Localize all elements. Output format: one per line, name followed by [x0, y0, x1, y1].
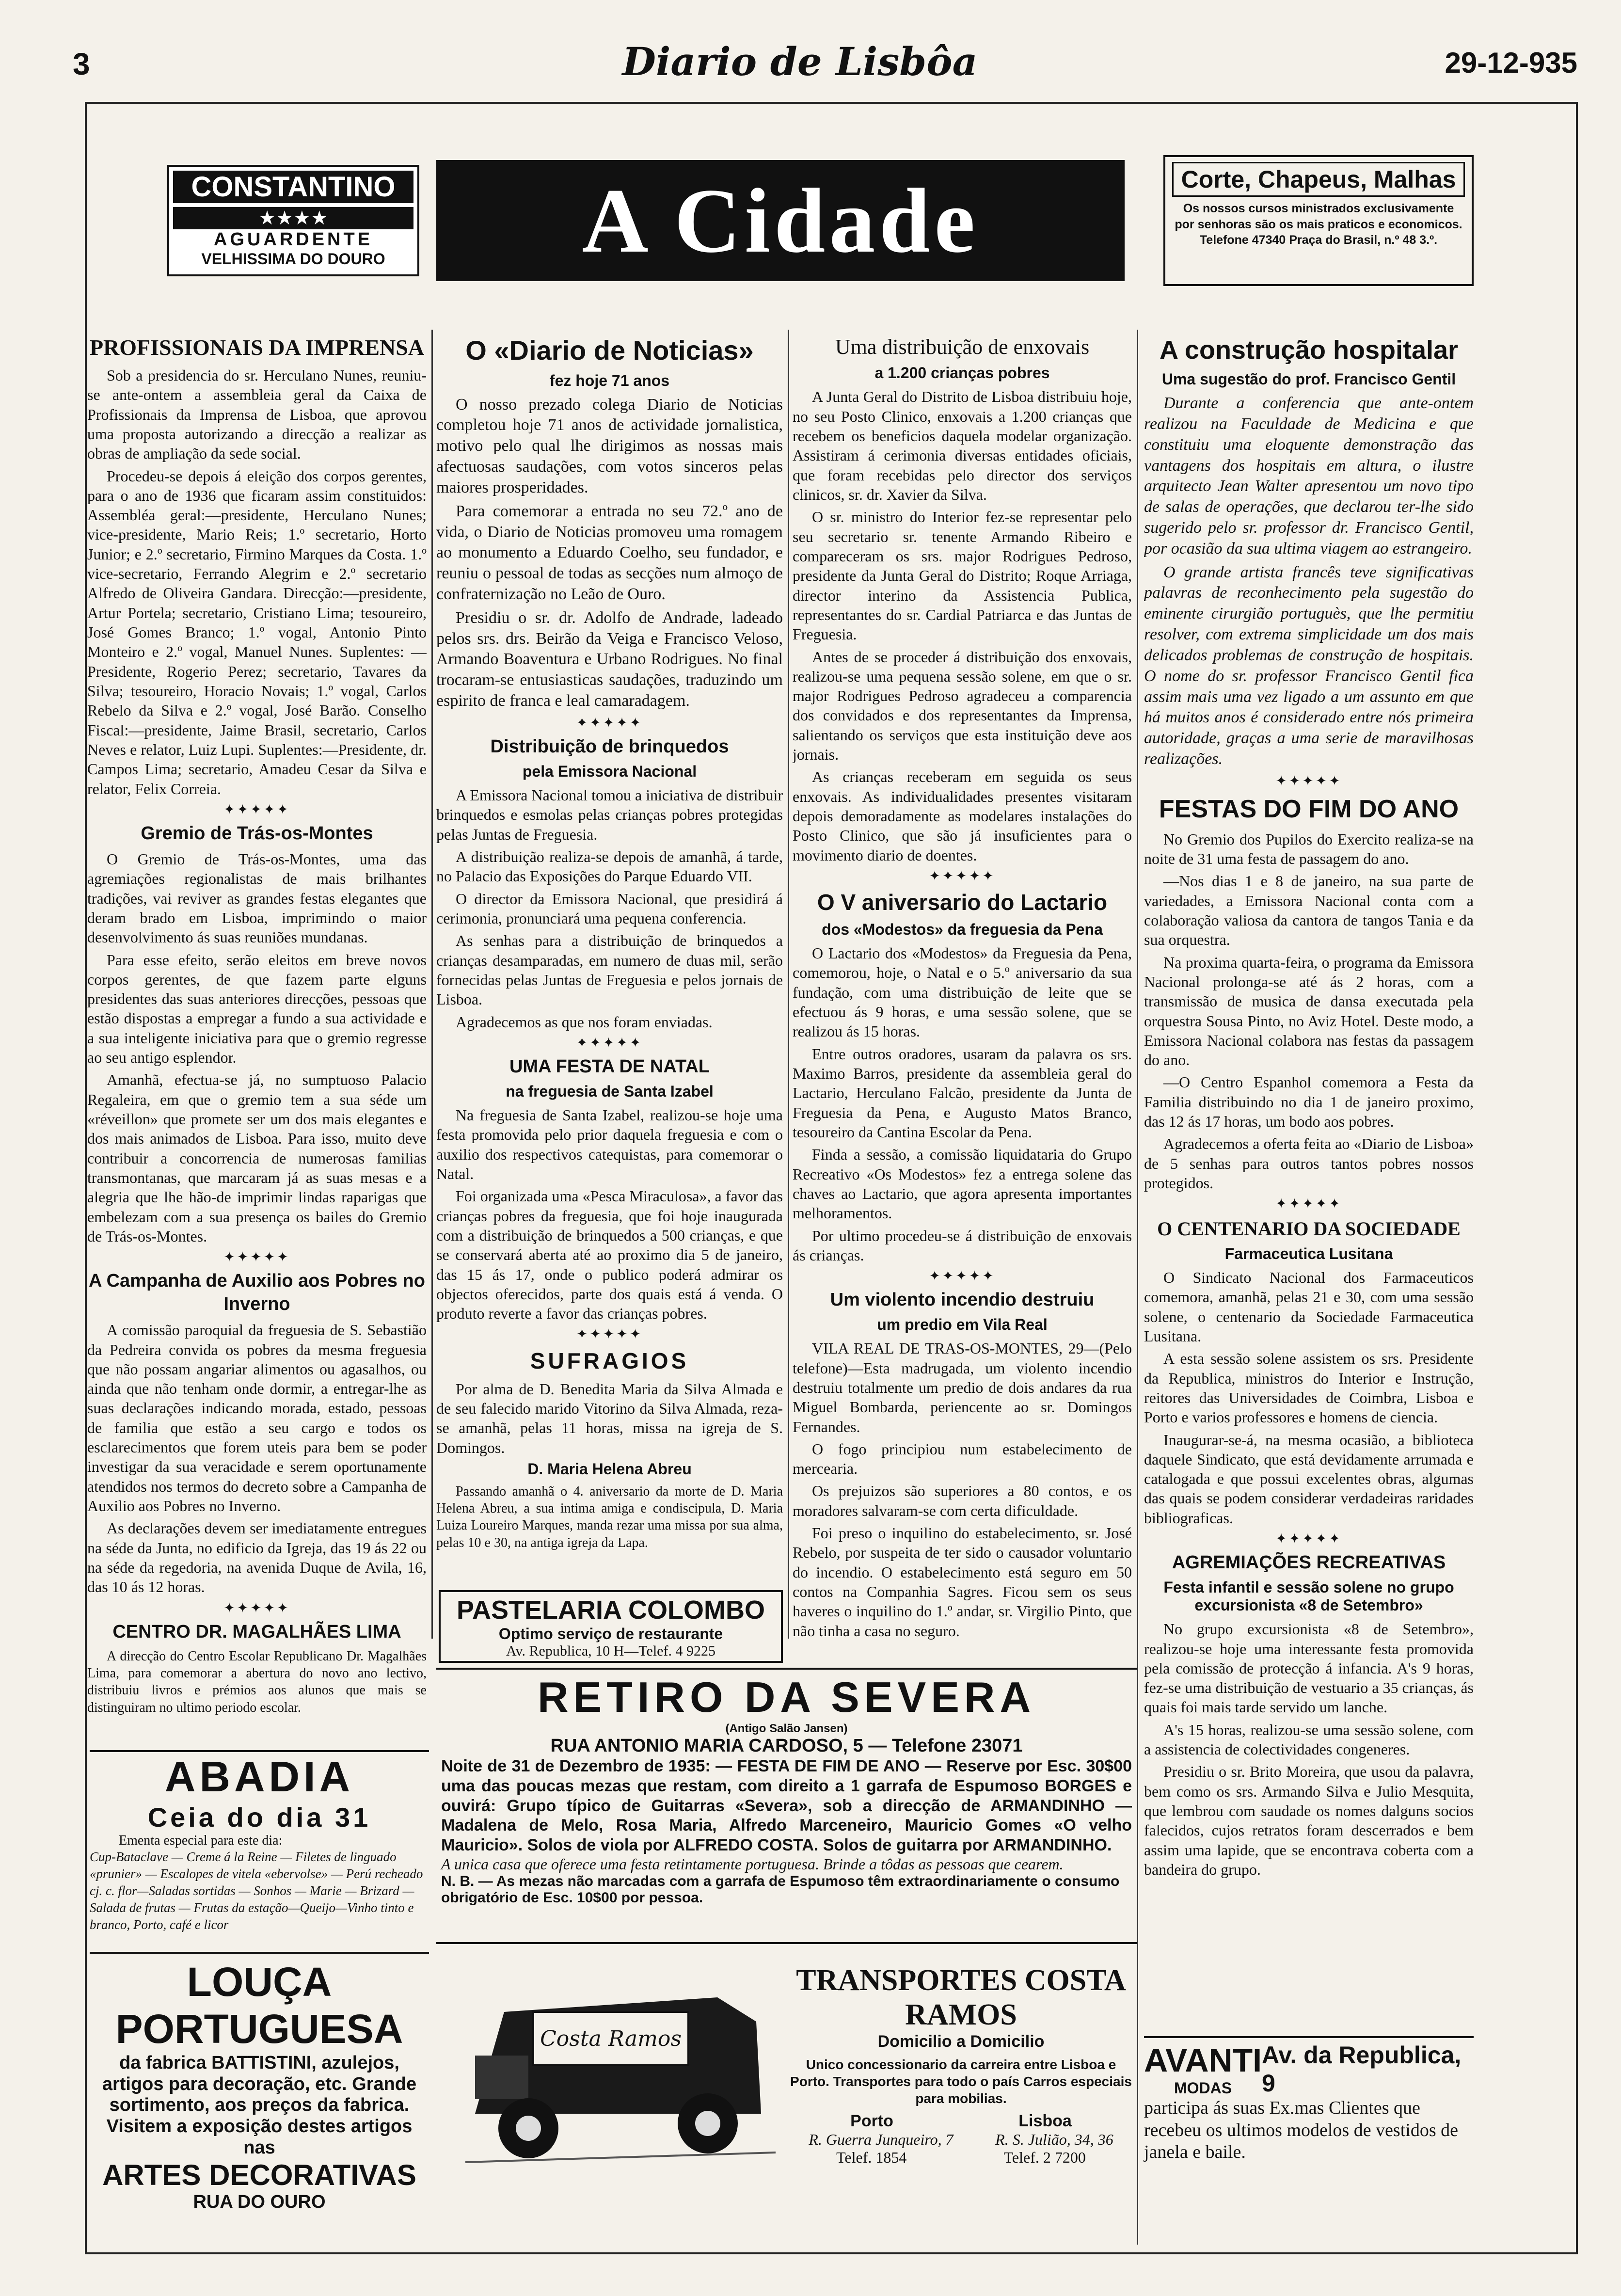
article-subtitle: na freguesia de Santa Izabel — [506, 1083, 714, 1100]
article-paragraph: As senhas para a distribuição de brinquedos a crianças desamparadas, em numero de duas mil, serão fornecidas pelas Juntas de Freguesia e pelos jornais de Lisboa. — [436, 932, 783, 1008]
article-subtitle: dos «Modestos» da freguesia da Pena — [822, 921, 1103, 939]
article-title: A Campanha de Auxilio aos Pobres no Inverno — [89, 1271, 425, 1315]
transportes-sub: Domicilio a Domicilio — [877, 2032, 1045, 2051]
transportes-tel-lisboa: Telef. 2 7200 — [1003, 2149, 1086, 2166]
article-paragraph: Para esse efeito, serão eleitos em breve novos corpos gerentes, de que fazem parte elguns presidentes das suas anteriores direcções, pessoas que estão dispostas a empregar a fundo a sua actividade e a sua inteligente iniciativa para que o gremio regresse ao seu antigo esplendor. — [87, 951, 427, 1067]
article-paragraph: Durante a conferencia que ante-ontem realizou na Faculdade de Medicina e que constituiu uma eloquente demonstração das vantagens dos hospitais em altura, o ilustre arquitecto Jean Walter apresentou um novo tipo de salas de operações, que declarou ter-lhe sido sugerido pelo sr. professor dr. Francisco Gentil, por ocasião da sua ultima viagem ao estrangeiro. — [1144, 394, 1474, 558]
article-paragraph: No Gremio dos Pupilos do Exercito realiza-se na noite de 31 uma festa de passagem do ano. — [1144, 830, 1474, 868]
article-subtitle: D. Maria Helena Abreu — [527, 1460, 692, 1478]
louca-portuguesa-ad — [90, 1959, 429, 2213]
pastelaria-line1: Optimo serviço de restaurante — [498, 1625, 723, 1642]
article-paragraph: Amanhã, efectua-se já, no sumptuoso Palacio Regaleira, em que o gremio tem a sua séde um «réveillon» que promete ser um dos mais elegantes e dos mais animados de Lisboa. Para isso, muito deve contribuir a concorrencia de numerosas familias transmontanas, que marcaram já as suas mesas e a alegria que lhe hão-de imprimir lindas raparigas que embelezam com a sua presença os bailes do Gremio de Trás-os-Montes. — [87, 1071, 427, 1245]
avanti-address: Av. da Republica, 9 — [1262, 2041, 1462, 2097]
article-paragraph: As declarações devem ser imediatamente entregues na séde da Junta, no edificio da Igreja, das 19 ás 22 ou na séde da regedoria, na avenida Duque de Avila, 16, das 10 ás 12 horas. — [87, 1519, 427, 1596]
article-paragraph: O Gremio de Trás-os-Montes, uma das agremiações regionalistas de mais brilhantes tradições, vai reviver as grandes festas elegantes que deram brado em Lisboa, imprimindo o maior desenvolvimento ás suas reuniões mundanas. — [87, 850, 427, 946]
article-paragraph: Presidiu o sr. Brito Moreira, que usou da palavra, bem como os srs. Armando Silva e Julio Mesquita, que lembrou com saudade os nomes dalguns socios falecidos, cujos retratos foram descerrados e bem assim uma lapide, que se encontrava coberta com a bandeira do grupo. — [1144, 1763, 1474, 1878]
ornament-separator: ✦✦✦✦✦ — [223, 1250, 290, 1265]
article-title: CENTRO DR. MAGALHÃES LIMA — [112, 1621, 401, 1642]
article-title: Distribuição de brinquedos — [490, 736, 729, 757]
column-rule — [431, 330, 433, 1639]
section-title: A Cidade — [582, 170, 979, 272]
transportes-addr-porto: R. Guerra Junqueiro, 7 — [809, 2131, 954, 2148]
constantino-line2: VELHISSIMA DO DOURO — [201, 250, 385, 268]
column-3 — [793, 330, 1132, 1663]
article-title: PROFISSIONAIS DA IMPRENSA — [89, 335, 425, 360]
column-4 — [1144, 330, 1474, 2026]
transportes-ad — [788, 1963, 1134, 2191]
abadia-menu: Cup-Bataclave — Creme á la Reine — Filetes de linguado «prunier» — Escalopes de vitela «ebervolse» — Perú recheado cj. c. flor—Saladas sortidas — Sonhos — Marie — Brizard — Salada de frutas — Frutas da estação—Queijo—Vinho tinto e branco, Porto, café e licor — [90, 1850, 423, 1932]
article-paragraph: No grupo excursionista «8 de Setembro», realizou-se hoje uma interessante festa promovida pela comissão de protecção á infancia. A's 9 horas, fez-se uma distribuição de vestuario a 35 crianças, ás quais foi mais tarde servido um lanche. — [1144, 1620, 1474, 1716]
article-title: Gremio de Trás-os-Montes — [141, 823, 373, 844]
article-paragraph: O grande artista francês teve significativas palavras de reconhecimento pela sugestão do eminente cirurgião portuguès, que lhe permitiu resolver, com extrema simplicidade um dos mais delicados problemas de construção de hospitais. O nome do sr. professor Francisco Gentil fica assim mais uma vez ligado a um assunto em que há muitos anos é considerado entre nós primeira autoridade, graças a uma serie de maravilhosas realizações. — [1144, 563, 1474, 768]
retiro-severa-ad — [436, 1668, 1137, 1944]
transportes-city-lisboa: Lisboa — [1018, 2112, 1072, 2130]
transportes-city-porto: Porto — [850, 2112, 893, 2130]
column-rule — [788, 330, 789, 1639]
avanti-title: AVANTI — [1144, 2041, 1262, 2079]
section-title-banner — [436, 160, 1125, 281]
newspaper-title: Diario de Lisbôa — [622, 39, 978, 84]
article-paragraph: Entre outros oradores, usaram da palavra os srs. Maximo Barros, presidente da assembleia geral do Lactario, Herculano Falcão, presidente da Junta de Freguesia da Pena, e Augusto Matos Branco, tesoureiro da Cantina Escolar da Pena. — [793, 1045, 1132, 1141]
severa-title: RETIRO DA SEVERA — [537, 1673, 1036, 1721]
article-paragraph: Na freguesia de Santa Izabel, realizou-se hoje uma festa promovida pelo prior daquela freguesia e com o auxilio dos respectivos catequistas, para comemorar o Natal. — [436, 1106, 783, 1182]
article-paragraph: Passando amanhã o 4. aniversario da morte de D. Maria Helena Abreu, a sua intima amiga e condiscipula, D. Maria Luiza Loureiro Marques, manda rezar uma missa por sua alma, pelas 10 e 30, na antiga igreja da Lapa. — [436, 1483, 783, 1550]
article-paragraph: A direcção do Centro Escolar Republicano Dr. Magalhães Lima, para comemorar a abertura do novo ano lectivo, distribuiu livros e prémios aos alunos que mais se distinguiram no ultimo periodo escolar. — [87, 1648, 427, 1715]
ornament-separator: ✦✦✦✦✦ — [1275, 1196, 1342, 1212]
article-subtitle: um predio em Vila Real — [877, 1316, 1048, 1334]
avanti-text: participa ás suas Ex.mas Clientes que recebeu os ultimos modelos de vestidos de janela e baile. — [1144, 2098, 1458, 2163]
article-paragraph: A's 15 horas, realizou-se uma sessão solene, com a assistencia de colectividades congeneres. — [1144, 1721, 1474, 1758]
transportes-phones — [788, 2149, 1134, 2167]
article-paragraph: Antes de se proceder á distribuição dos enxovais, realizou-se uma pequena sessão solene, em que o sr. major Rodrigues Pedroso agradeceu a comparencia dos convidados e dos representantes da Imprensa, salientando os serviços que esta instituição deve aos jornais. — [793, 648, 1132, 764]
transportes-tel-porto: Telef. 1854 — [836, 2149, 907, 2166]
ornament-separator: ✦✦✦✦✦ — [1275, 1531, 1342, 1547]
issue-date: 29-12-935 — [1445, 47, 1577, 79]
abadia-ad — [90, 1750, 429, 1954]
article-subtitle: Uma sugestão do prof. Francisco Gentil — [1161, 370, 1456, 388]
column-rule — [1137, 330, 1138, 2245]
constantino-line1: AGUARDENTE — [213, 229, 373, 250]
article-paragraph: Procedeu-se depois á eleição dos corpos gerentes, para o ano de 1936 que ficaram assim constituidos: Assembléa geral:—presidente, Herculano Nunes; vice-presidente, Mario Reis; 1.º secretario, Horto Junior; e 2.º secretario, Firmino Marques da Costa. 1.º vice-secretario, Ferrando Alegrim e 2.º secretario Alfredo de Oliveira Gandara. Direcção:—presidente, Artur Portela; secretario, Cristiano Lima; tesoureiro, José Gomes Branco; 1.º vogal, Antonio Pinto Monteiro e 2.º vogal, Manuel Nunes. Suplentes: —Presidente, Rogerio Perez; secretario, Tavares da Silva; tesoureiro, Horacio Novais; 1.º vogal, Carlos Rebelo da Silva e 2.º vogal, José Barão. Conselho Fiscal:—presidente, Jaime Brasil, secretario, Carlos Neves e relator, Luiz Lupi. Suplentes:—Presidente, dr. Campos Lima; secretario, Amadeu Cesar da Silva e relator, Felix Correia. — [87, 467, 427, 797]
avanti-sub: MODAS — [1174, 2079, 1232, 2097]
article-paragraph: Por alma de D. Benedita Maria da Silva Almada e de seu falecido marido Vitorino da Silva Almada, reza-se amanhã, pelas 11 horas, missa na igreja de S. Domingos. — [436, 1380, 783, 1456]
article-title: UMA FESTA DE NATAL — [509, 1056, 710, 1077]
article-paragraph: Na proxima quarta-feira, o programa da Emissora Nacional prolonga-se até ás 2 horas, com a transmissão de musica de dansa executada pela orquestra Sousa Pinto, no Aviz Hotel. Deste modo, a Emissora Nacional colabora nas festas da passagem do ano. — [1144, 953, 1474, 1069]
article-paragraph: A distribuição realiza-se depois de amanhã, á tarde, no Palacio das Exposições do Parque Eduardo VII. — [436, 848, 783, 885]
article-paragraph: O Sindicato Nacional dos Farmaceuticos comemora, amanhã, pelas 21 e 30, com uma sessão solene, o centenario da Sociedade Farmaceutica Lusitana. — [1144, 1269, 1474, 1345]
article-subtitle: Farmaceutica Lusitana — [1224, 1245, 1393, 1262]
article-title: A construção hospitalar — [1159, 335, 1459, 365]
ornament-separator: ✦✦✦✦✦ — [223, 1600, 290, 1616]
article-paragraph: A esta sessão solene assistem os srs. Presidente da Republica, ministros do Interior e Instrução, reitores das Universidades de Coimbra, Lisboa e Porto e varios professores e homens de ciencia. — [1144, 1350, 1474, 1426]
article-subtitle: fez hoje 71 anos — [549, 371, 670, 389]
abadia-subtitle: Ceia do dia 31 — [147, 1802, 371, 1833]
constantino-stars: ★★★★ — [173, 207, 413, 229]
article-paragraph: Sob a presidencia do sr. Herculano Nunes, reuniu-se ante-ontem a assembleia geral da Caixa de Profissionais da Imprensa de Lisboa, que aprovou uma proposta autorizando a direcção a realizar as obras de ampliação da sede social. — [87, 366, 427, 462]
ornament-separator: ✦✦✦✦✦ — [929, 868, 996, 884]
severa-text3: N. B. — As mezas não marcadas com a garrafa de Espumoso têm extraordinariamente o consumo obrigatório de Esc. 10$00 por pessoa. — [441, 1873, 1120, 1906]
transportes-addresses — [788, 2131, 1134, 2149]
pastelaria-colombo-ad — [439, 1590, 783, 1663]
article-paragraph: A Emissora Nacional tomou a iniciativa de distribuir brinquedos e esmolas pelas crianças pobres protegidas pelas Juntas de Freguesia. — [436, 786, 783, 843]
article-title: Um violento incendio destruiu — [830, 1290, 1095, 1310]
ornament-separator: ✦✦✦✦✦ — [223, 802, 290, 817]
truck-label: Costa Ramos — [540, 2026, 682, 2051]
article-title: O CENTENARIO DA SOCIEDADE — [1157, 1217, 1461, 1240]
article-paragraph: As crianças receberam em seguida os seus enxovais. As individualidades presentes visitaram depois demoradamente as modelares instalações do Posto Clinico, que são já insuficientes para o movimento diario de doentes. — [793, 768, 1132, 864]
article-paragraph: Agradecemos a oferta feita ao «Diario de Lisboa» de 5 senhas para outros tantos pobres nossos protegidos. — [1144, 1135, 1474, 1192]
louca-address: RUA DO OURO — [193, 2192, 326, 2213]
article-paragraph: Foi organizada uma «Pesca Miraculosa», a favor das crianças pobres da freguesia, que foi hoje inaugurada com a distribuição de brinquedos a 500 crianças, e que se conservará aberta até ao proximo dia 5 de janeiro, das 15 ás 17, onde o publico poderá admirar os objectos oferecidos, parte dos quais está á venda. O produto reverte a favor das crianças pobres. — [436, 1187, 783, 1323]
truck-illustration — [446, 1968, 785, 2182]
ornament-separator: ✦✦✦✦✦ — [929, 1269, 996, 1284]
article-paragraph: —O Centro Espanhol comemora a Festa da Familia distribuindo no dia 1 de janeiro proximo, das 12 ás 17 horas, um bodo aos pobres. — [1144, 1073, 1474, 1131]
article-paragraph: O fogo principiou num estabelecimento de mercearia. — [793, 1440, 1132, 1478]
pastelaria-title: PASTELARIA COLOMBO — [457, 1595, 765, 1625]
article-title: O «Diario de Noticias» — [465, 335, 754, 366]
corte-text: Os nossos cursos ministrados exclusivamente por senhoras são os mais praticos e economicos. Telefone 47340 Praça do Brasil, n.º 48 3.º. — [1175, 202, 1462, 247]
column-1 — [87, 330, 427, 1736]
article-paragraph: Para comemorar a entrada no seu 72.º ano de vida, o Diario de Noticias promoveu uma romagem ao monumento a Eduardo Coelho, seu fundador, e reuniu o pessoal de todas as secções num almoço de confraternização no Leão de Ouro. — [436, 502, 783, 603]
article-paragraph: O sr. ministro do Interior fez-se representar pelo seu secretario sr. tenente Armando Ribeiro e compareceram os srs. major Rodrigues Pedroso, presidente da Junta Geral do Distrito; Roque Arriaga, director interino da Assistencia Publica, representantes do sr. Cardial Patriarca e das Juntas de Freguesia. — [793, 508, 1132, 643]
abadia-title: ABADIA — [164, 1753, 354, 1801]
column-2 — [436, 330, 783, 1590]
louca-title2: ARTES DECORATIVAS — [102, 2159, 416, 2192]
truck-drawing — [446, 1968, 785, 2182]
article-paragraph: O director da Emissora Nacional, que presidirá á cerimonia, pronunciará uma pequena conferencia. — [436, 890, 783, 927]
ornament-separator: ✦✦✦✦✦ — [576, 715, 643, 731]
article-paragraph: VILA REAL DE TRAS-OS-MONTES, 29—(Pelo telefone)—Esta madrugada, um violento incendio destruiu totalmente um predio de dois andares da rua Miguel Bombarda, periencente ao sr. Domingos Fernandes. — [793, 1339, 1132, 1435]
article-subtitle: pela Emissora Nacional — [522, 763, 697, 781]
constantino-ad — [167, 165, 419, 276]
article-title: O V aniversario do Lactario — [817, 890, 1108, 915]
pastelaria-line2: Av. Republica, 10 H—Telef. 4 9225 — [506, 1643, 715, 1659]
severa-subtitle: (Antigo Salão Jansen) — [725, 1722, 848, 1735]
article-paragraph: O Lactario dos «Modestos» da Freguesia da Pena, comemorou, hoje, o Natal e o 5.º aniversario da sua fundação, com uma distribuição de leite que se efectuou ás 9 horas, e uma sessão solene, que se realizou ás 15 horas. — [793, 944, 1132, 1040]
page-number: 3 — [73, 47, 90, 81]
article-title: AGREMIAÇÕES RECREATIVAS — [1172, 1552, 1446, 1573]
article-paragraph: Os prejuizos são superiores a 80 contos, e os moradores salvaram-se com certa dificuldade. — [793, 1482, 1132, 1519]
article-subtitle: a 1.200 crianças pobres — [874, 364, 1050, 382]
ornament-separator: ✦✦✦✦✦ — [576, 1327, 643, 1342]
article-subtitle: Festa infantil e sessão solene no grupo excursionista «8 de Setembro» — [1163, 1578, 1454, 1614]
louca-title: LOUÇA PORTUGUESA — [115, 1959, 403, 2052]
article-paragraph: Foi preso o inquilino do estabelecimento, sr. José Rebelo, por suspeita de ter sido o causador voluntario do incendio. O estabelecimento está seguro em 50 contos na Companhia Sagres. Ficou sem os seus haveres o inquilino do 1.º andar, sr. Virgilio Pinto, que não tinha a casa no seguro. — [793, 1524, 1132, 1640]
article-paragraph: A Junta Geral do Distrito de Lisboa distribuiu hoje, no seu Posto Clinico, enxovais a 1.200 crianças que recebem os beneficios daquela modelar organização. Assistiram á cerimonia diversas entidades oficiais, que foram recebidas pelo director dos serviços clinicos, sr. dr. Xavier da Silva. — [793, 388, 1132, 503]
louca-text: da fabrica BATTISTINI, azulejos, artigos para decoração, etc. Grande sortimento, aos preços da fabrica. Visitem a exposição destes artigos nas — [102, 2053, 417, 2158]
article-paragraph: Finda a sessão, a comissão liquidataria do Grupo Recreativo «Os Modestos» fez a entrega solene das chaves ao Lactario, que agora apresenta importantes melhoramentos. — [793, 1146, 1132, 1222]
article-paragraph: Por ultimo procedeu-se á distribuição de enxovais ás crianças. — [793, 1227, 1132, 1264]
severa-text2: A unica casa que oferece uma festa retintamente portuguesa. Brinde a tôdas as pessoas que cearem. — [441, 1855, 1064, 1873]
ornament-separator: ✦✦✦✦✦ — [576, 1035, 643, 1051]
article-paragraph: Inaugurar-se-á, na mesma ocasião, a biblioteca daquele Sindicato, que está devidamente arrumada e catalogada e que possui excelentes obras, algumas das quais se podem considerar verdadeiras raridades bibliograficas. — [1144, 1431, 1474, 1527]
article-title: Uma distribuição de enxovais — [835, 335, 1090, 359]
article-title: SUFRAGIOS — [530, 1348, 689, 1373]
avanti-ad — [1144, 2036, 1474, 2182]
abadia-intro: Ementa especial para este dia: — [119, 1833, 283, 1848]
transportes-text: Unico concessionario da carreira entre Lisboa e Porto. Transportes para todo o país Carros especiais para mobilias. — [790, 2057, 1132, 2106]
article-paragraph: Agradecemos as que nos foram enviadas. — [456, 1013, 713, 1031]
article-title: FESTAS DO FIM DO ANO — [1159, 795, 1459, 824]
avanti-header — [1144, 2041, 1474, 2097]
transportes-addr-lisboa: R. S. Julião, 34, 36 — [995, 2131, 1113, 2148]
severa-address: RUA ANTONIO MARIA CARDOSO, 5 — Telefone 23071 — [550, 1736, 1023, 1756]
article-paragraph: O nosso prezado colega Diario de Noticias completou hoje 71 anos de actividade jornalistica, motivo pelo qual lhe dirigimos as nossas mais afectuosas saudações, com votos sinceros pelas maiores prosperidades. — [436, 395, 783, 496]
article-paragraph: Presidiu o sr. dr. Adolfo de Andrade, ladeado pelos srs. drs. Beirão da Veiga e Francisco Veloso, Armando Boaventura e Urbano Rodrigues. No final trocaram-se entusiasticas saudações, traduzindo um espirito de franca e leal camaradagem. — [436, 608, 783, 710]
corte-title: Corte, Chapeus, Malhas — [1172, 162, 1465, 197]
constantino-brand: CONSTANTINO — [173, 171, 413, 203]
transportes-title: TRANSPORTES COSTA RAMOS — [796, 1964, 1126, 2031]
ornament-separator: ✦✦✦✦✦ — [1275, 773, 1342, 789]
article-paragraph: A comissão paroquial da freguesia de S. Sebastião da Pedreira convida os pobres da mesma freguesia que não possam angariar alimentos ou agasalhos, ou ainda que não tenham onde dormir, a entregar-lhe as suas declarações indicando morada, estado, pessoas de familia que estão a seu cargo e todos os esclarecimentos que forem uteis para bem se poder investigar da sua veracidade e serem oportunamente atendidos nos termos do decreto sobre a Campanha de Auxilio aos Pobres no Inverno. — [87, 1321, 427, 1515]
transportes-cities — [788, 2112, 1134, 2131]
article-paragraph: —Nos dias 1 e 8 de janeiro, na sua parte de variedades, a Emissora Nacional conta com a colaboração valiosa da cantora de tangos Tania e da sua orquestra. — [1144, 872, 1474, 949]
corte-chapeus-ad — [1163, 155, 1474, 286]
severa-text1: Noite de 31 de Dezembro de 1935: — FESTA DE FIM DE ANO — Reserve por Esc. 30$00 uma das poucas mezas que restam, com direito a 1 garrafa de Espumoso BORGES e ouvirá: Grupo típico de Guitarras «Severa», sob a direcção de ARMANDINHO — Madalena de Melo, Rosa Maria, Alfredo Marceneiro, Mauricio Gomes «O velho Mauricio». Solos de viola por ALFREDO COSTA. Solos de guitarra por ARMANDINHO. — [441, 1757, 1132, 1855]
